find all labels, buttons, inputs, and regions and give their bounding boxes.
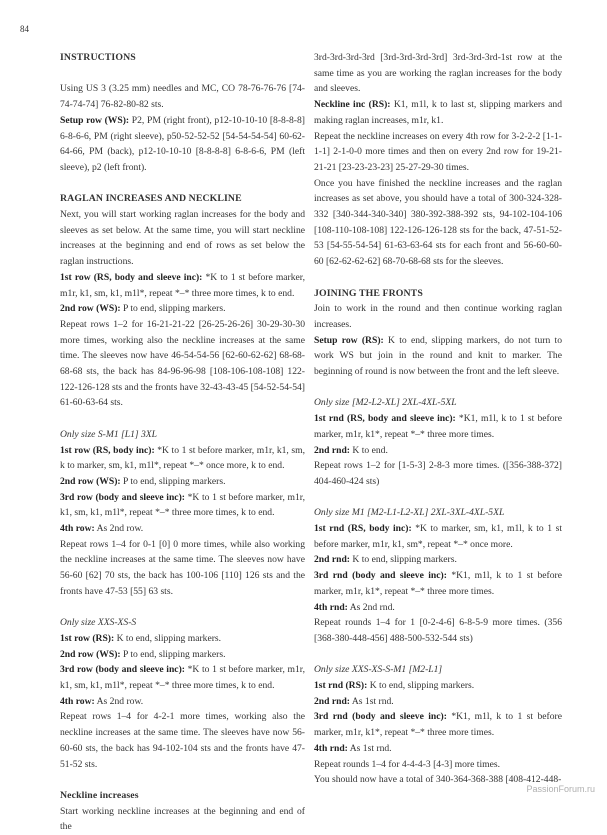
row-label: 3rd row (body and sleeve inc): [60,664,185,676]
round-3 [314,709,562,740]
heading-raglan: RAGLAN INCREASES AND NECKLINE [60,193,242,205]
row-label: 1st row (RS, body inc): [60,444,155,456]
paragraph-total: You should now have a total of 340-364-368-388 [408-412-448- [314,774,562,786]
row-4 [60,694,305,710]
row-3 [60,662,305,693]
setup-row-text: P2, PM (right front), p12-10-10-10 [8-8-8-8] 6-8-6-6, PM (right sleeve), p50-52-52-52 [54-54-54-54] 60-62-64-66, PM (back), p12-10-10-10 [8-8-8-8] 6-8-6-6, PM (left sleeve), p2 (left front). [60,114,305,173]
row-label: 4th rnd: [314,601,348,613]
round-1 [314,411,562,442]
row-text: *K1, m1l, k to 1 st before marker, m1r, k1*, repeat *–* three more times. [314,413,562,440]
round-1 [314,521,562,552]
round-4 [314,741,562,757]
row-text: *K1, m1l, k to 1 st before marker, m1r, k1*, repeat *–* three more times. [314,711,562,739]
round-1 [314,678,562,694]
row-text: P to end, slipping markers. [120,648,226,660]
round-3 [314,568,562,599]
spacer [60,772,305,788]
row-text: As 2nd row. [94,523,144,535]
setup-row-label: Setup row (WS): [60,114,130,126]
row-label: 1st row (RS): [60,632,115,644]
row-label: 2nd row (WS): [60,648,121,660]
row-label: 4th row: [60,695,95,707]
heading-instructions: INSTRUCTIONS [60,52,136,63]
setup-row [60,113,305,176]
size-note: Only size S-M1 [L1] 3XL [60,428,158,440]
spacer [60,176,305,192]
paragraph-repeat: Repeat rounds 1–4 for 1 [0-2-4-6] 6-8-5-9 more times. (356 [368-380-448-456] 488-500-532-544 sts) [314,617,562,644]
paragraph-repeat: Repeat the neckline increases on every 4th row for 3-2-2-2 [1-1-1-1] 2-1-0-0 more times and then on every 2nd row for 19-21-21-21 [23-23-23-23] 25-27-29-30 times. [314,130,562,173]
spacer [314,647,562,663]
row-label: 4th row: [60,523,95,535]
row-label: 3rd row (body and sleeve inc): [60,491,185,503]
row-label: 2nd rnd: [314,695,350,707]
row-text: K1, m1l, k to last st, slipping markers and making raglan increases, m1r, k1. [314,99,562,126]
row-text: As 1st rnd. [347,742,392,754]
row-text: P to end, slipping markers. [120,303,226,315]
row-label: 1st rnd (RS): [314,680,368,692]
watermark: PassionForum.ru [526,784,595,794]
neckline-inc-row [314,97,562,128]
round-2 [314,694,562,710]
size-note: Only size XXS-XS-S [60,617,137,629]
setup-row-label: Setup row (RS): [314,334,384,346]
spacer [60,66,305,82]
row-label: 3rd rnd (body and sleeve inc): [314,570,447,582]
size-note: Only size [M2-L2-XL] 2XL-4XL-5XL [314,397,457,409]
row-text: K to end, slipping markers. [350,554,457,566]
paragraph-repeat: Repeat rows 1–4 for 4-2-1 more times, working also the neckline increases at the same time. The sleeves have now 56-60-60 sts, the back has 94-102-104 sts and the fronts have 47-51-52 sts. [60,711,305,770]
row-label: 1st rnd (RS, body and sleeve inc): [314,413,456,425]
round-4 [314,600,562,616]
round-2 [314,552,562,568]
paragraph-continued: 3rd-3rd-3rd-3rd [3rd-3rd-3rd-3rd] 3rd-3rd-3rd-1st row at the same time as you are working the raglan increases for the body and sleeves. [314,52,562,95]
row-label: 2nd rnd: [314,554,350,566]
row-1 [60,443,305,474]
row-label: 2nd rnd: [314,444,350,456]
setup-row-text: K to end, slipping markers, do not turn to work WS but join in the round and knit to marker. The beginning of round is now between the front and the left sleeve. [314,334,562,378]
paragraph-repeat: Repeat rounds 1–4 for 4-4-4-3 [4-3] more times. [314,758,500,770]
row-label: 1st rnd (RS, body inc): [314,523,412,535]
paragraph-join: Join to work in the round and then continue working raglan increases. [314,303,562,330]
paragraph-totals: Once you have finished the neckline increases and the raglan increases as set above, you should have a total of 300-324-328-332 [340-344-340-340] 380-392-388-392 sts, 94-102-104-106 [108-110-108-108] 122-126-126-128 sts for the back, 47-51-52-53 [54-55-54-54] 61-63-63-64 sts for each front and 56-60-60-60 [62-62-62-62] 68-70-68-68 sts for the sleeves. [314,177,562,268]
row-label: 2nd row (WS): [60,475,121,487]
row-2 [60,647,305,663]
setup-row [314,333,562,380]
heading-joining: JOINING THE FRONTS [314,287,423,299]
round-2 [314,443,562,459]
spacer [60,600,305,616]
spacer [60,411,305,427]
row-4 [60,521,305,537]
row-label: 4th rnd: [314,742,348,754]
row-3 [60,490,305,521]
row-text: *K to 1 st before marker, m1r, k1, sm, k1, m1l*, repeat *–* three more times, k to end. [60,271,305,299]
spacer [314,380,562,396]
row-label: Neckline inc (RS): [314,99,391,111]
spacer [314,270,562,286]
row-text: P to end, slipping markers. [120,475,226,487]
row-text: *K to marker, sm, k1, m1l, k to 1 st before marker, m1r, k1, sm*, repeat *–* once more. [314,523,562,550]
paragraph-repeat: Repeat rows 1–2 for [1-5-3] 2-8-3 more times. ([356-388-372] 404-460-424 sts) [314,460,562,487]
row-text: As 2nd row. [94,695,144,707]
row-text: As 1st rnd. [350,695,394,707]
row-text: K to end, slipping markers. [367,680,475,692]
row-1 [60,631,305,647]
heading-neckline-increases: Neckline increases [60,789,139,801]
right-column [314,50,562,788]
row-label: 1st row (RS, body and sleeve inc): [60,271,203,283]
row-text: *K1, m1l, k to 1 st before marker, m1r, k1*, repeat *–* three more times. [314,570,562,597]
paragraph-repeat: Repeat rows 1–2 for 16-21-21-22 [26-25-26-26] 30-29-30-30 more times, working also the neckline increases at the same time. The sleeves now have 46-54-54-56 [62-60-62-62] 68-68-68-68 sts, the back has 84-96-96-98 [108-106-108-108] 122-122-126-128 sts and the fronts have 32-43-43-45 [54-52-54-54] 61-60-63-64 sts. [60,318,305,409]
row-text: *K to 1 st before marker, m1r, k1, sm, k1, m1l*, repeat *–* three more times, k to end. [60,664,305,692]
row-1 [60,270,305,301]
size-note: Only size XXS-XS-S-M1 [M2-L1] [314,664,443,676]
paragraph-raglan-intro: Next, you will start working raglan increases for the body and sleeves as set below. At the same time, you will start neckline increases at the beginning and end of rows as set below the raglan instructions. [60,209,305,268]
spacer [314,490,562,506]
row-2 [60,474,305,490]
left-column [60,50,305,835]
row-label: 2nd row (WS): [60,303,121,315]
page-number: 84 [20,24,29,34]
row-text: K to end, slipping markers. [114,632,222,644]
paragraph-cast-on: Using US 3 (3.25 mm) needles and MC, CO 78-76-76-76 [74-74-74-74] 76-82-80-82 sts. [60,83,305,111]
row-label: 3rd rnd (body and sleeve inc): [314,711,447,723]
row-text: *K to 1 st before marker, m1r, k1, sm, k to marker, sm, k1, m1l*, repeat *–* once more, k to end. [60,444,305,472]
row-text: *K to 1 st before marker, m1r, k1, sm, k1, m1l*, repeat *–* three more times, k to end. [60,491,305,519]
row-text: K to end. [350,444,388,456]
size-note: Only size M1 [M2-L1-L2-XL] 2XL-3XL-4XL-5XL [314,507,505,519]
paragraph-repeat: Repeat rows 1–4 for 0-1 [0] 0 more times, while also working the neckline increases at the same time. The sleeves now have 56-60 [62] 70 sts, the back has 100-106 [110] 126 sts and the fronts have 47-53 [55] 63 sts. [60,538,305,597]
row-text: As 2nd rnd. [347,601,395,613]
row-2 [60,301,305,317]
paragraph-neckline-start: Start working neckline increases at the beginning and end of the [60,805,305,833]
